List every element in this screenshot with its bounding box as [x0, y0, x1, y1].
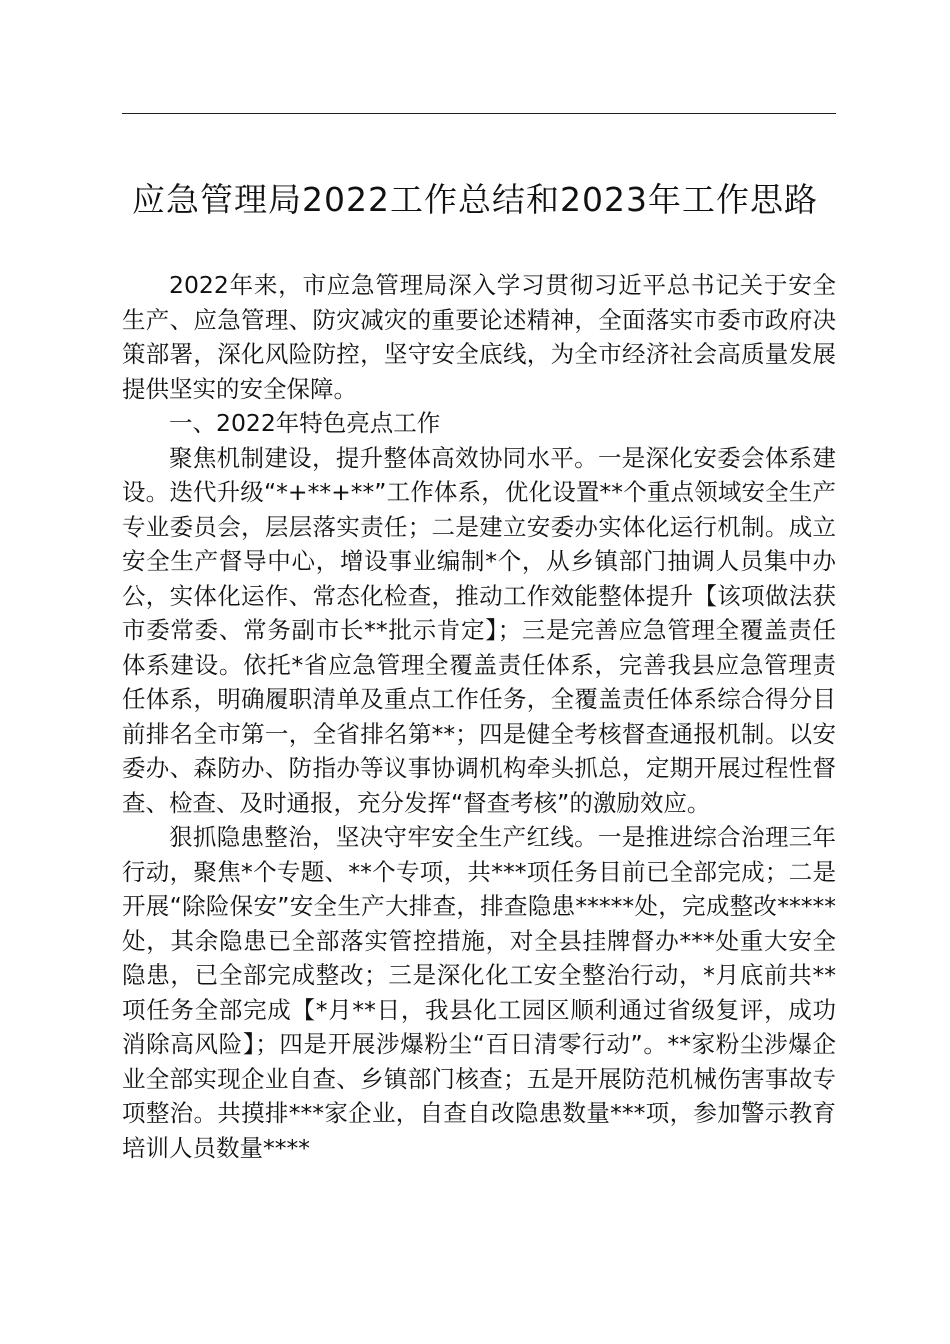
body-paragraph-mechanism: 聚焦机制建设，提升整体高效协同水平。一是深化安委会体系建设。迭代升级“*+**+**”工作体系，优化设置**个重点领域安全生产专业委员会，层层落实责任；二是建立安委办实体化运行机制。成立安全生产督导中心，增设事业编制*个，从乡镇部门抽调人员集中办公，实体化运作、常态化检查，推动工作效能整体提升【该项做法获市委常委、常务副市长**批示肯定】；三是完善应急管理全覆盖责任体系建设。依托*省应急管理全覆盖责任体系，完善我县应急管理责任体系，明确履职清单及重点工作任务，全覆盖责任体系综合得分目前排名全市第一，全省排名第**；四是健全考核督查通报机制。以安委办、森防办、防指办等议事协调机构牵头抓总，定期开展过程性督查、检查、及时通报，充分发挥“督查考核”的激励效应。	[122, 443, 836, 817]
intro-paragraph: 2022年来，市应急管理局深入学习贯彻习近平总书记关于安全生产、应急管理、防灾减灾的重要论述精神，全面落实市委市政府决策部署，深化风险防控，坚守安全底线，为全市经济社会高质量发展提供坚实的安全保障。	[122, 271, 836, 403]
document-body	[122, 268, 836, 1165]
body-paragraph-hazards: 狠抓隐患整治，坚决守牢安全生产红线。一是推进综合治理三年行动，聚焦*个专题、**个专项，共***项任务目前已全部完成；二是开展“除险保安”安全生产大排查，排查隐患*****处，完成整改*****处，其余隐患已全部落实管控措施，对全县挂牌督办***处重大安全隐患，已全部完成整改；三是深化化工安全整治行动，*月底前共**项任务全部完成【*月**日，我县化工园区顺利通过省级复评，成功消除高风险】；四是开展涉爆粉尘“百日清零行动”。**家粉尘涉爆企业全部实现企业自查、乡镇部门核查；五是开展防范机械伤害事故专项整治。共摸排***家企业，自查自改隐患数量***项，参加警示教育培训人员数量****	[122, 823, 836, 1162]
section-heading-1: 一、2022年特色亮点工作	[169, 409, 441, 437]
document-title: 应急管理局2022工作总结和2023年工作思路	[132, 180, 818, 219]
header-rule	[122, 113, 836, 114]
